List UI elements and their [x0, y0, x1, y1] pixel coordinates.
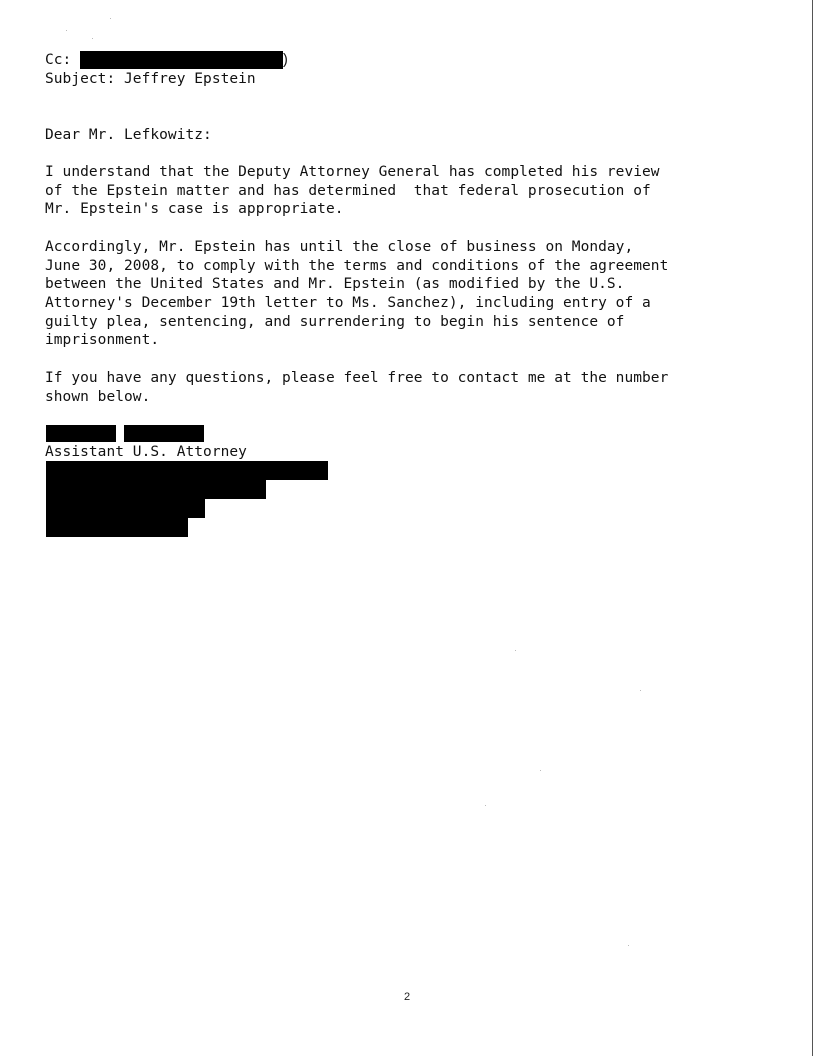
- redaction-phone: [46, 518, 188, 537]
- page-edge: [812, 0, 813, 1056]
- scan-speck: [66, 30, 67, 31]
- para3-line1: If you have any questions, please feel free to contact me at the number: [45, 370, 669, 386]
- para2-line5: guilty plea, sentencing, and surrendering to begin his sentence of: [45, 314, 625, 330]
- cc-label: Cc:: [45, 52, 72, 68]
- scan-speck: [628, 945, 629, 946]
- scan-speck: [110, 18, 111, 19]
- para2-line6: imprisonment.: [45, 332, 160, 348]
- scan-speck: [515, 650, 516, 651]
- cc-close-paren: ): [283, 52, 288, 68]
- salutation: Dear Mr. Lefkowitz:: [45, 127, 212, 143]
- para2-line3: between the United States and Mr. Epstein (as modified by the U.S.: [45, 276, 625, 292]
- redaction-cc: [80, 51, 283, 69]
- scan-speck: [540, 770, 541, 771]
- subject-line: Subject: Jeffrey Epstein: [45, 71, 256, 87]
- para2-line1: Accordingly, Mr. Epstein has until the close of business on Monday,: [45, 239, 634, 255]
- para1-line3: Mr. Epstein's case is appropriate.: [45, 201, 344, 217]
- redaction-address-line2: [46, 480, 266, 499]
- para1-line2: of the Epstein matter and has determined that federal prosecution of: [45, 183, 651, 199]
- redaction-address-line3: [46, 499, 205, 518]
- para2-line2: June 30, 2008, to comply with the terms and conditions of the agreement: [45, 258, 669, 274]
- para3-line2: shown below.: [45, 389, 151, 405]
- signature-title: Assistant U.S. Attorney: [45, 444, 247, 460]
- redaction-address-line1: [46, 461, 328, 480]
- scan-speck: [485, 805, 486, 806]
- redaction-signer-last-name: [124, 425, 204, 442]
- para2-line4: Attorney's December 19th letter to Ms. Sanchez), including entry of a: [45, 295, 651, 311]
- scan-speck: [92, 38, 93, 39]
- page-number: 2: [403, 991, 411, 1003]
- scan-speck: [640, 690, 641, 691]
- para1-line1: I understand that the Deputy Attorney General has completed his review: [45, 164, 660, 180]
- redaction-signer-first-name: [46, 425, 116, 442]
